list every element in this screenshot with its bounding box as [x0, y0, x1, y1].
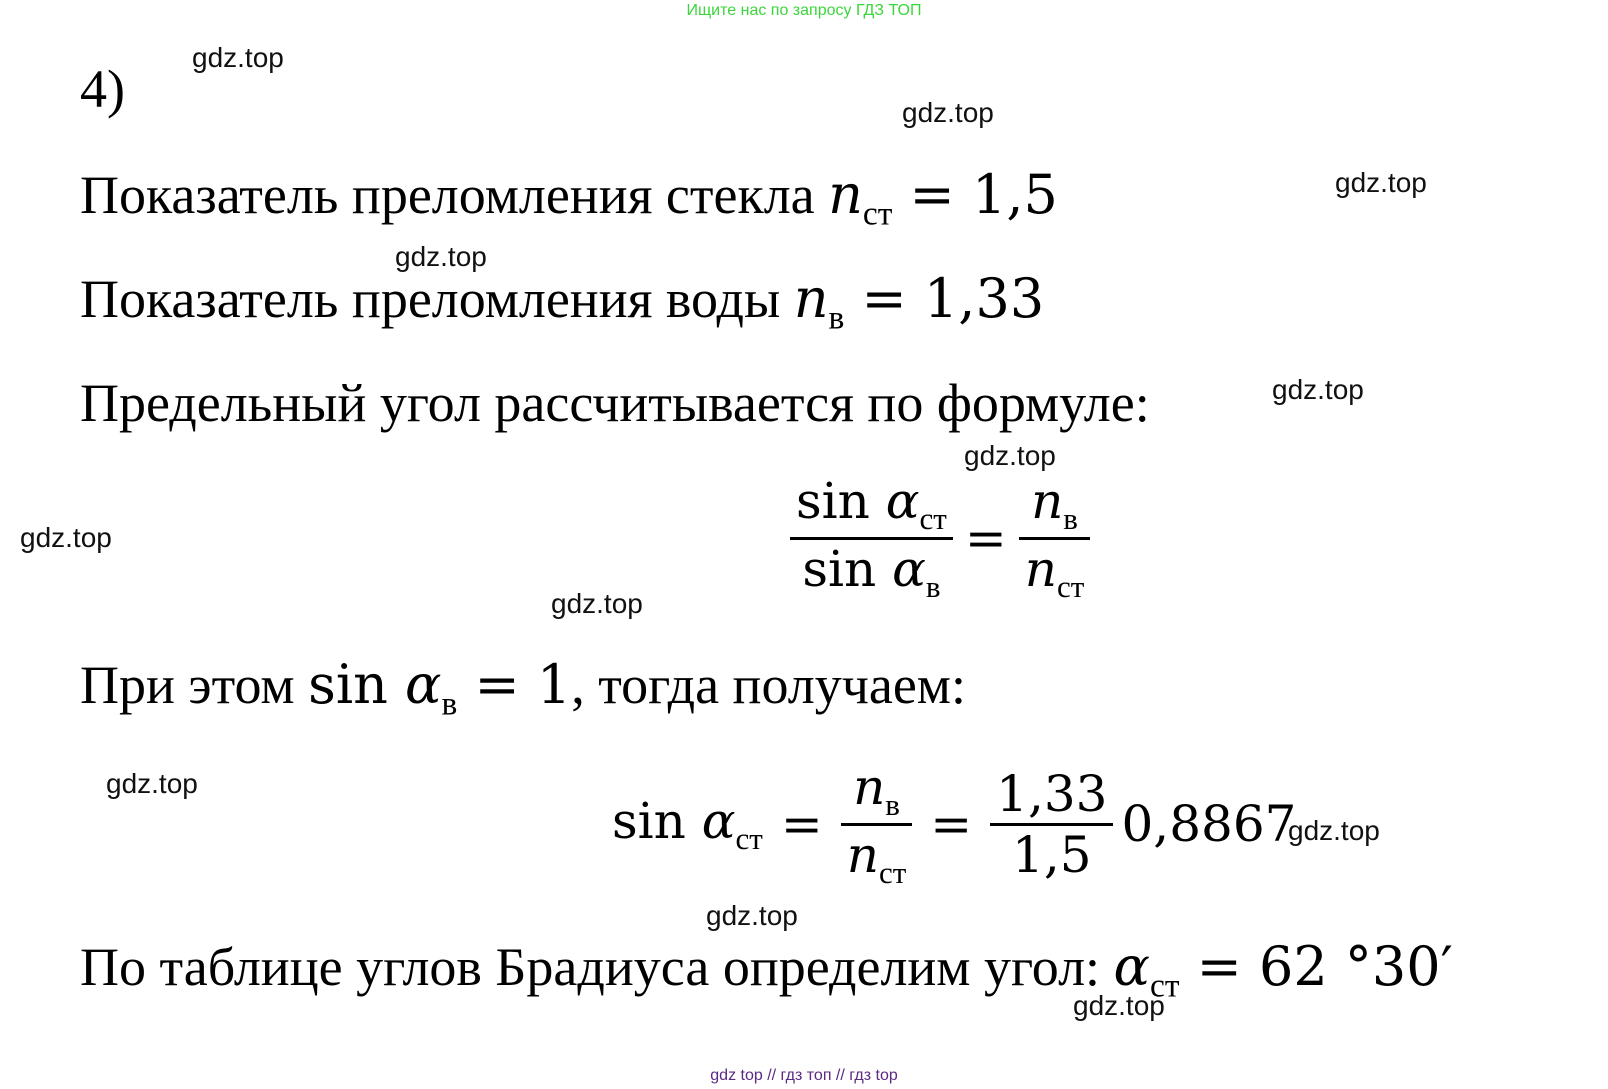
fraction-sines	[790, 472, 953, 605]
alpha-var: α	[885, 472, 920, 530]
condition-pre: При этом	[80, 655, 309, 715]
watermark: gdz.top	[706, 900, 798, 931]
water-index-line	[80, 267, 1045, 337]
glass-index-value: = 1,5	[892, 163, 1058, 226]
conclusion-value: = 62 °30′	[1179, 935, 1453, 998]
sin-label: sin	[796, 472, 886, 530]
fraction-values	[990, 765, 1113, 884]
glass-index-line	[80, 163, 1058, 233]
equals-sign: =	[964, 509, 1007, 568]
n-sub: в	[1063, 500, 1078, 536]
footer-links: gdz top // гдз топ // гдз top	[710, 1067, 898, 1084]
watermark: gdz.top	[395, 241, 487, 272]
sin-label: sin	[308, 653, 406, 716]
watermark: gdz.top	[964, 440, 1056, 471]
watermark: gdz.top	[20, 522, 112, 553]
water-index-text: Показатель преломления воды	[80, 269, 794, 329]
water-index-sub: в	[828, 299, 845, 337]
alpha-sub: ст	[919, 500, 947, 536]
fraction-indices	[841, 758, 913, 891]
alpha-sub: ст	[735, 820, 763, 856]
glass-index-var: n	[828, 163, 863, 226]
sin-label: sin	[802, 539, 893, 598]
item-number: 4)	[80, 59, 125, 119]
n-sub: ст	[878, 854, 907, 890]
alpha-var: α	[701, 791, 736, 850]
equals-sign: =	[780, 795, 823, 854]
formula-calculation	[612, 758, 1296, 891]
watermark: gdz.top	[106, 768, 198, 799]
water-index-value: = 1,33	[844, 267, 1045, 330]
alpha-var: α	[892, 539, 926, 598]
fraction-indices	[1019, 472, 1091, 605]
glass-index-text: Показатель преломления стекла	[80, 165, 829, 225]
condition-post: , тогда получаем:	[571, 655, 966, 715]
watermark: gdz.top	[902, 97, 994, 128]
alpha-sub: в	[925, 568, 941, 604]
watermark: gdz.top	[1288, 815, 1380, 846]
top-banner: Ищите нас по запросу ГДЗ ТОП	[686, 2, 922, 19]
equals-sign: =	[930, 795, 973, 854]
alpha-var: α	[405, 653, 442, 716]
n-var: n	[846, 825, 879, 884]
watermark: gdz.top	[1073, 990, 1165, 1021]
conclusion-text: По таблице углов Брадиуса определим угол:	[80, 937, 1114, 997]
n-sub: в	[885, 786, 900, 822]
formula-intro: Предельный угол рассчитывается по формуле:	[80, 373, 1150, 433]
alpha-sub: ст	[1149, 967, 1180, 1005]
numerator-value: 1,33	[996, 764, 1108, 823]
denominator-value: 1,5	[1012, 825, 1092, 884]
n-sub: ст	[1056, 568, 1085, 604]
conclusion-line	[80, 935, 1453, 1005]
n-var: n	[1031, 472, 1064, 530]
watermark: gdz.top	[192, 42, 284, 73]
n-var: n	[853, 758, 886, 816]
condition-line	[80, 653, 966, 723]
watermark: gdz.top	[1335, 167, 1427, 198]
glass-index-sub: ст	[862, 195, 893, 233]
condition-eq: = 1	[457, 653, 572, 716]
alpha-sub: в	[441, 685, 458, 723]
watermark: gdz.top	[551, 588, 643, 619]
n-var: n	[1024, 539, 1057, 598]
water-index-var: n	[793, 267, 829, 330]
sin-label: sin	[612, 791, 702, 850]
alpha-var: α	[1113, 935, 1150, 998]
formula-critical-angle	[790, 472, 1090, 605]
watermark: gdz.top	[1272, 374, 1364, 405]
result-value: 0,8867	[1121, 795, 1297, 854]
